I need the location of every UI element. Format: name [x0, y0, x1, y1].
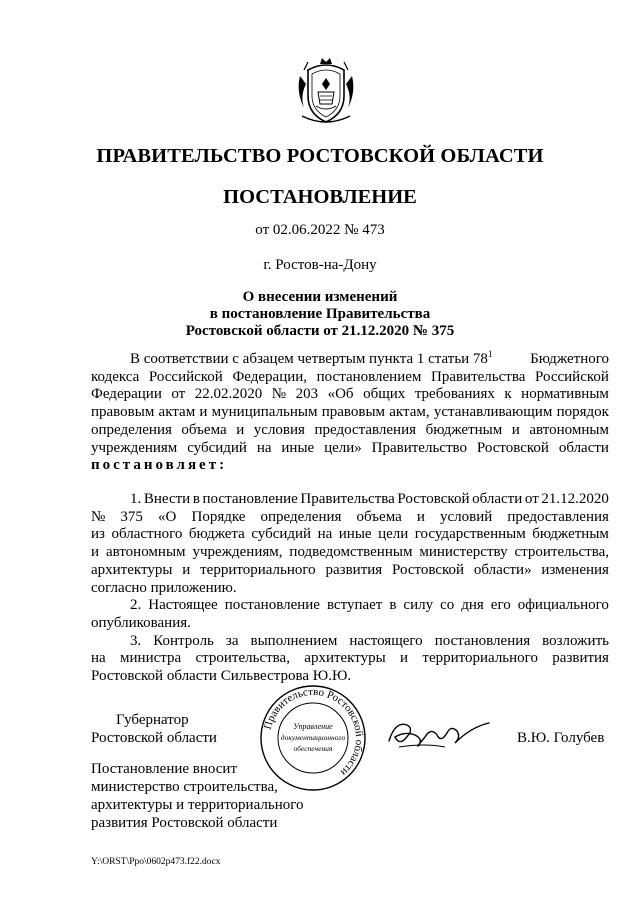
document-subject [0, 289, 640, 340]
text-line: 1. Внести в постановление Правительства Ростовской области от 21.12.2020 [130, 491, 609, 507]
government-title: ПРАВИТЕЛЬСТВО РОСТОВСКОЙ ОБЛАСТИ [96, 145, 544, 167]
resolution-word: постановляет: [91, 457, 228, 474]
stamp-center-text: Управление [293, 722, 333, 731]
text-line [91, 457, 609, 475]
signer-position-line: Ростовской области [91, 730, 217, 746]
text-line: определения объема и условия предоставления бюджетным и автономным [91, 421, 609, 438]
text-line: опубликования. [91, 614, 191, 631]
submitted-by-line: развития Ростовской области [91, 815, 278, 831]
stamp-center-text: обеспечения [293, 744, 333, 753]
text-line [91, 351, 609, 369]
text-line: из областного бюджета субсидий на иные цели государственным бюджетным [91, 526, 609, 543]
preamble-paragraph [91, 351, 609, 475]
stamp-center-text: документационного [280, 733, 346, 742]
document-date-number: от 02.06.2022 № 473 [255, 222, 385, 238]
stamp-ring-text: Правительство Ростовской области [261, 685, 366, 779]
signer-name: В.Ю. Голубев [517, 730, 605, 746]
text-segment: В соответствии с абзацем четвертым пункта 1 статьи 78 [130, 351, 488, 367]
text-line: на министра строительства, архитектуры и территориального развития [91, 650, 609, 667]
text-line: архитектуры и территориального развития Ростовской области» изменения [91, 561, 609, 578]
text-line: и автономным учреждениям, подведомственным министерству строительства, [91, 544, 609, 561]
file-path: Y:\ORST\Ppo\0602p473.f22.docx [91, 857, 221, 867]
text-line: согласно приложению. [91, 579, 237, 596]
coat-of-arms-emblem [294, 56, 358, 128]
text-line: Ростовской области Сильвестрова Ю.Ю. [91, 668, 352, 685]
document-city: г. Ростов-на-Дону [263, 257, 377, 273]
text-line: учреждениям субсидий на иные цели» Правительство Ростовской области [91, 439, 609, 456]
text-line: правовым актам и муниципальным правовым актам, устанавливающим порядок [91, 404, 609, 421]
submitted-by-line: архитектуры и территориального [91, 797, 304, 813]
text-segment: Бюджетного [530, 351, 609, 367]
subject-line: Ростовской области от 21.12.2020 № 375 [185, 323, 455, 339]
text-line: 3. Контроль за выполнением настоящего постановления возложить [130, 632, 609, 649]
subject-line: в постановление Правительства [209, 306, 431, 322]
text-line: № 375 «О Порядке определения объема и условий предоставления [91, 508, 609, 525]
official-stamp [258, 683, 368, 793]
text-line: Федерации от 22.02.2020 № 203 «Об общих требованиях к нормативным [91, 386, 609, 403]
submitted-by-line: Постановление вносит [91, 761, 238, 777]
handwritten-signature [385, 713, 495, 753]
resolution-items [91, 491, 609, 686]
superscript: 1 [487, 349, 493, 359]
text-line: кодекса Российской Федерации, постановлением Правительства Российской [91, 368, 609, 385]
subject-line: О внесении изменений [242, 289, 398, 305]
signer-position-line: Губернатор [116, 712, 189, 728]
document-type: ПОСТАНОВЛЕНИЕ [223, 186, 417, 208]
text-line: 2. Настоящее постановление вступает в силу со дня его официального [130, 597, 609, 614]
submitted-by-line: министерство строительства, [91, 779, 278, 795]
